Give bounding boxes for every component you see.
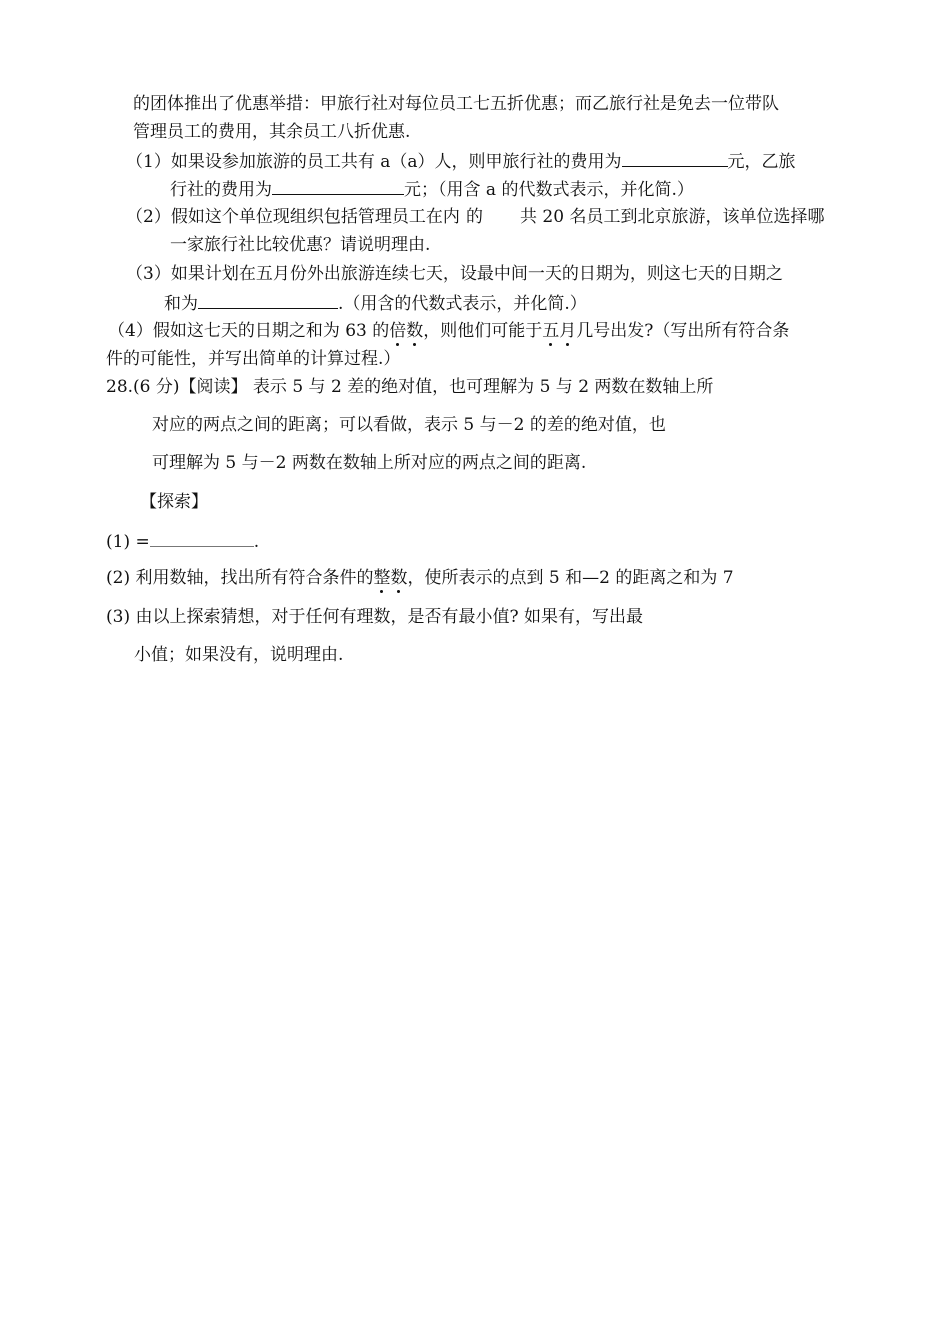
p27-intro-text2: 管理员工的费用，其余员工八折优惠. bbox=[133, 122, 411, 142]
p28-q2-line bbox=[106, 566, 734, 590]
p27-q4-text-a: （4）假如这七天的日期之和为 63 的 bbox=[108, 321, 390, 341]
p27-q4-dot-char2: 数 bbox=[406, 321, 424, 341]
p28-read-line2 bbox=[152, 413, 666, 437]
p28-explore-title bbox=[140, 490, 208, 514]
p27-q2-text-c: 共 20 名员工到北京旅游，该单位选择哪 bbox=[520, 207, 825, 227]
p28-q3-text-line2: 小值；如果没有，说明理由. bbox=[134, 645, 344, 665]
p28-q2-text-b: ，使所表示的点到 5 和—2 的距离之和为 7 bbox=[407, 568, 734, 588]
p28-read-line3 bbox=[152, 451, 586, 475]
p27-q1-line1 bbox=[126, 148, 796, 174]
p27-q2-line1-rest bbox=[520, 205, 824, 229]
p28-read-text3: 可理解为 5 与－2 两数在数轴上所对应的两点之间的距离. bbox=[152, 453, 587, 473]
p27-q3-blank[interactable] bbox=[198, 290, 338, 309]
p27-q2-text-a: （2）假如这个单位现组织包括管理员工在内 bbox=[126, 207, 460, 227]
p27-q3-text-b: .（用含的代数式表示，并化简.） bbox=[338, 294, 587, 314]
p28-q2-text-a: (2) 利用数轴，找出所有符合条件的 bbox=[106, 568, 374, 588]
p28-q2-dot-char2: 数 bbox=[390, 568, 408, 588]
p27-q4-dot-char1: 倍 bbox=[389, 321, 407, 341]
p28-q1-text-a: (1) = bbox=[106, 532, 150, 552]
p27-q1-line2 bbox=[170, 176, 694, 202]
p27-intro-text1: 的团体推出了优惠举措：甲旅行社对每位员工七五折优惠；而乙旅行社是免去一位带队 bbox=[133, 94, 779, 114]
p27-intro-line2 bbox=[133, 120, 410, 144]
p28-q2-dot-char1: 整 bbox=[373, 568, 391, 588]
p27-intro-line1 bbox=[133, 92, 779, 116]
p27-q4-text-line2: 件的可能性，并写出简单的计算过程.） bbox=[106, 349, 401, 369]
p27-q1-blank-jia[interactable] bbox=[622, 148, 728, 167]
p27-q4-line2 bbox=[106, 347, 400, 371]
p27-q3-text-line1: （3）如果计划在五月份外出旅游连续七天，设最中间一天的日期为，则这七天的日期之 bbox=[126, 264, 783, 284]
p28-q1-text-b: . bbox=[253, 532, 260, 552]
p27-q1-text-d: 元；（用含 a 的代数式表示，并化简.） bbox=[404, 180, 694, 200]
p27-q2-text-line2: 一家旅行社比较优惠？请说明理由. bbox=[170, 235, 431, 255]
p27-q1-text-a: （1）如果设参加旅游的员工共有 a（a）人，则甲旅行社的费用为 bbox=[126, 152, 622, 172]
p27-q4-dot-char3: 五 bbox=[542, 321, 560, 341]
p27-q4-line1 bbox=[108, 319, 789, 343]
p27-q1-text-b: 元，乙旅 bbox=[727, 152, 796, 172]
p28-q1-line bbox=[106, 528, 259, 554]
p28-header-text: 28.(6 分)【阅读】 表示 5 与 2 差的绝对值，也可理解为 5 与 2 两数在数轴上所 bbox=[106, 377, 714, 397]
p28-read-text2: 对应的两点之间的距离；可以看做，表示 5 与－2 的差的绝对值，也 bbox=[152, 415, 666, 435]
p27-q3-line1 bbox=[126, 262, 783, 286]
p27-q1-blank-yi[interactable] bbox=[272, 176, 404, 195]
p27-q1-text-c: 行社的费用为 bbox=[170, 180, 272, 200]
p28-q3-line1 bbox=[106, 605, 643, 629]
p27-q4-text-b: ，则他们可能于 bbox=[423, 321, 543, 341]
p28-header bbox=[106, 375, 713, 399]
p28-q1-blank[interactable] bbox=[150, 528, 254, 547]
p27-q4-dot-char4: 月 bbox=[559, 321, 577, 341]
p28-q3-text-line1: (3) 由以上探索猜想，对于任何有理数，是否有最小值? 如果有，写出最 bbox=[106, 607, 644, 627]
p27-q2-line1 bbox=[126, 205, 460, 229]
p27-q3-text-a: 和为 bbox=[164, 294, 198, 314]
p27-q2-overlap bbox=[466, 205, 483, 229]
p27-q4-text-c: 几号出发?（写出所有符合条 bbox=[576, 321, 790, 341]
p28-explore-title-text: 【探索】 bbox=[140, 492, 208, 512]
p27-q2-line2 bbox=[170, 233, 430, 257]
p28-q3-line2 bbox=[134, 643, 343, 667]
p27-q3-line2 bbox=[164, 290, 587, 316]
p27-q2-text-b: 的 bbox=[466, 207, 483, 227]
